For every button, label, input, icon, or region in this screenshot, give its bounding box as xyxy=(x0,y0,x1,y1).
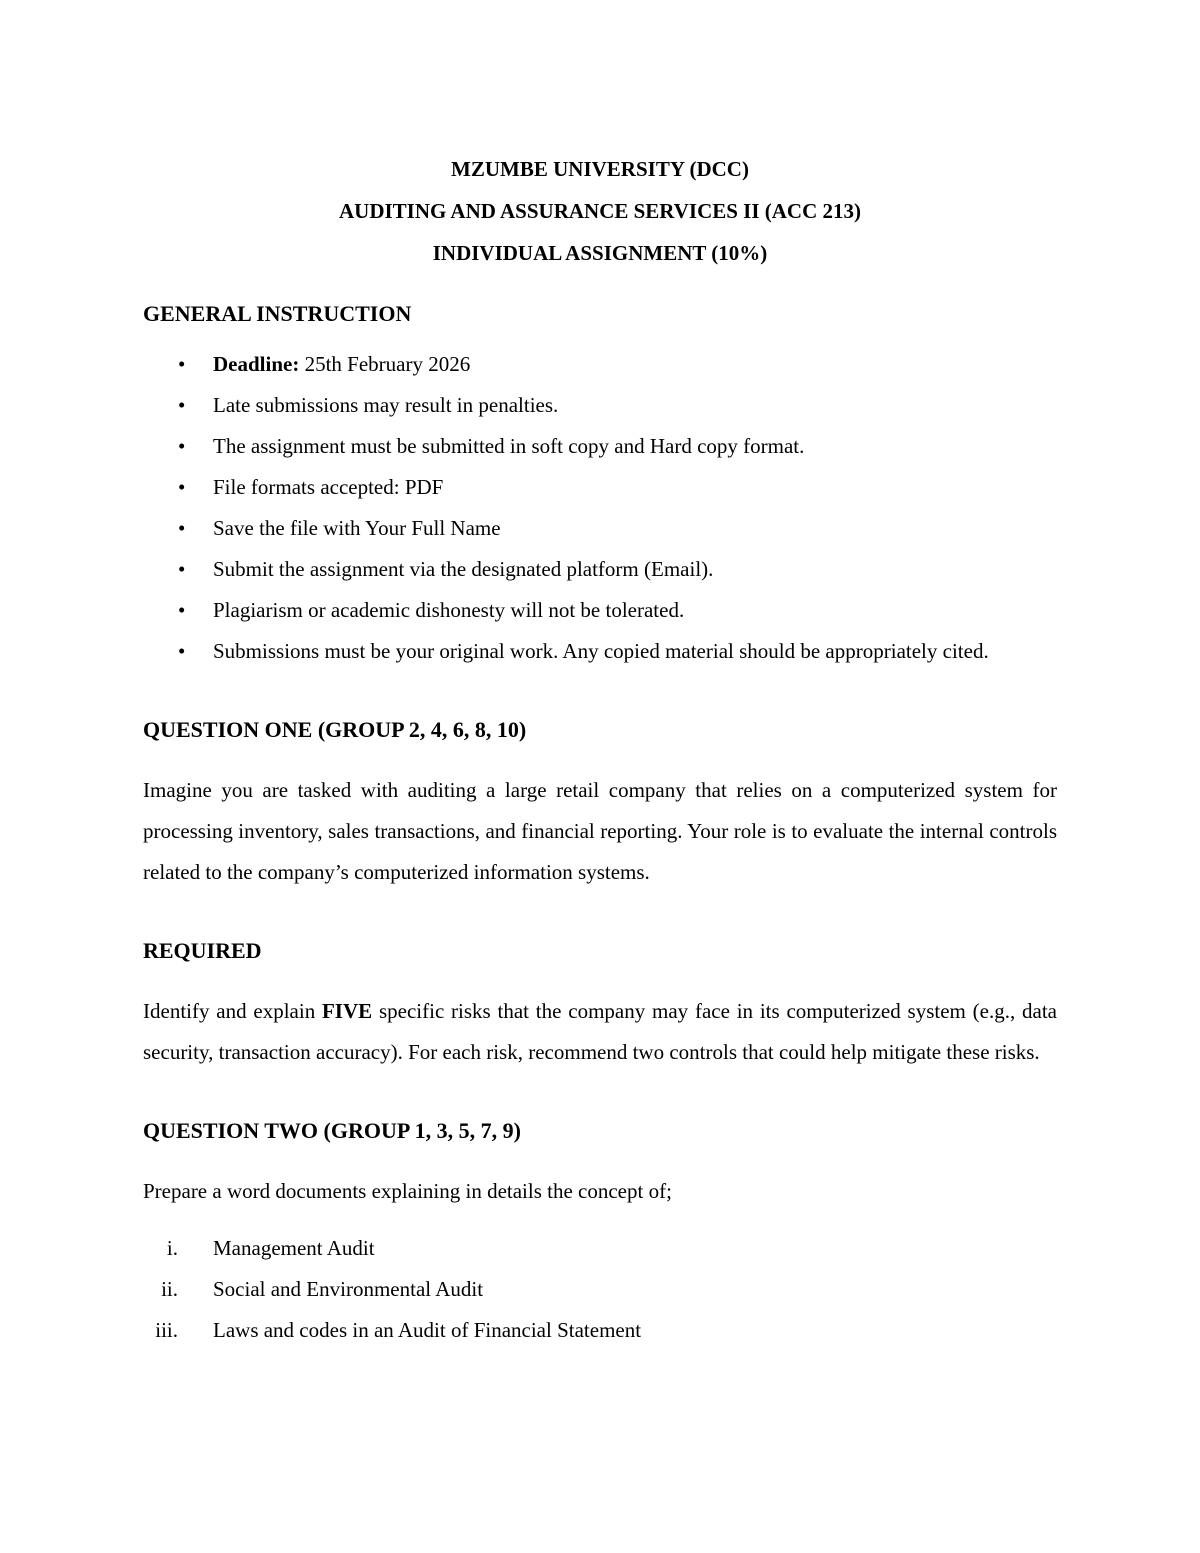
list-item xyxy=(143,467,1057,508)
document-title-line-2: AUDITING AND ASSURANCE SERVICES II (ACC 213) xyxy=(338,199,862,223)
question-one-paragraph: Imagine you are tasked with auditing a large retail company that relies on a computerized system for processing inventory, sales transactions, and financial reporting. Your role is to evaluate the internal controls related to the company’s computerized information systems. xyxy=(143,778,1057,884)
document-title-line-1: MZUMBE UNIVERSITY (DCC) xyxy=(451,157,749,181)
bullet-icon: • xyxy=(178,639,186,663)
list-item xyxy=(143,549,1057,590)
general-instruction-list xyxy=(143,344,1057,672)
bullet-icon: • xyxy=(178,434,186,458)
bullet-text: Plagiarism or academic dishonesty will not be tolerated. xyxy=(213,598,685,622)
list-item xyxy=(143,631,1057,672)
document-title-line-3: INDIVIDUAL ASSIGNMENT (10%) xyxy=(432,241,768,265)
bullet-text: The assignment must be submitted in soft copy and Hard copy format. xyxy=(213,434,805,458)
bullet-icon: • xyxy=(178,393,186,417)
bullet-body: 25th February 2026 xyxy=(299,352,471,376)
question-two-heading: QUESTION TWO (GROUP 1, 3, 5, 7, 9) xyxy=(143,1118,521,1143)
required-text-before: Identify and explain xyxy=(143,999,322,1023)
required-bold-word: FIVE xyxy=(321,999,373,1023)
list-item xyxy=(143,1269,1057,1310)
bullet-icon: • xyxy=(178,352,186,376)
list-item xyxy=(143,426,1057,467)
roman-item-text: Laws and codes in an Audit of Financial Statement xyxy=(213,1318,642,1342)
general-instruction-heading: GENERAL INSTRUCTION xyxy=(143,301,412,326)
roman-numeral: ii. xyxy=(161,1277,178,1301)
roman-item-text: Social and Environmental Audit xyxy=(213,1277,484,1301)
list-item xyxy=(143,1310,1057,1351)
bullet-text: Save the file with Your Full Name xyxy=(213,516,501,540)
bullet-bold-label: Deadline: xyxy=(213,352,300,376)
list-item xyxy=(143,385,1057,426)
title-block xyxy=(143,148,1057,274)
bullet-text: File formats accepted: PDF xyxy=(213,475,444,499)
list-item xyxy=(143,508,1057,549)
bullet-text xyxy=(213,344,1057,385)
bullet-text: Late submissions may result in penalties. xyxy=(213,393,559,417)
question-one-heading: QUESTION ONE (GROUP 2, 4, 6, 8, 10) xyxy=(143,717,527,742)
list-item xyxy=(143,590,1057,631)
list-item xyxy=(143,1228,1057,1269)
bullet-icon: • xyxy=(178,598,186,622)
bullet-icon: • xyxy=(178,516,186,540)
required-paragraph xyxy=(143,991,1057,1073)
bullet-text: Submissions must be your original work. Any copied material should be appropriately cited. xyxy=(213,639,989,663)
roman-numeral: iii. xyxy=(155,1318,178,1342)
question-two-intro: Prepare a word documents explaining in details the concept of; xyxy=(143,1179,672,1203)
bullet-icon: • xyxy=(178,557,186,581)
bullet-icon: • xyxy=(178,475,186,499)
list-item xyxy=(143,344,1057,385)
bullet-text: Submit the assignment via the designated platform (Email). xyxy=(213,557,714,581)
required-heading: REQUIRED xyxy=(143,938,262,963)
required-text-after: specific risks that the company may face in its computerized system (e.g., data security, transaction accuracy). For each risk, recommend two controls that could help mitigate these risks. xyxy=(143,999,1057,1064)
roman-item-text: Management Audit xyxy=(213,1236,375,1260)
roman-numeral: i. xyxy=(166,1236,178,1260)
question-two-list xyxy=(143,1228,1057,1351)
